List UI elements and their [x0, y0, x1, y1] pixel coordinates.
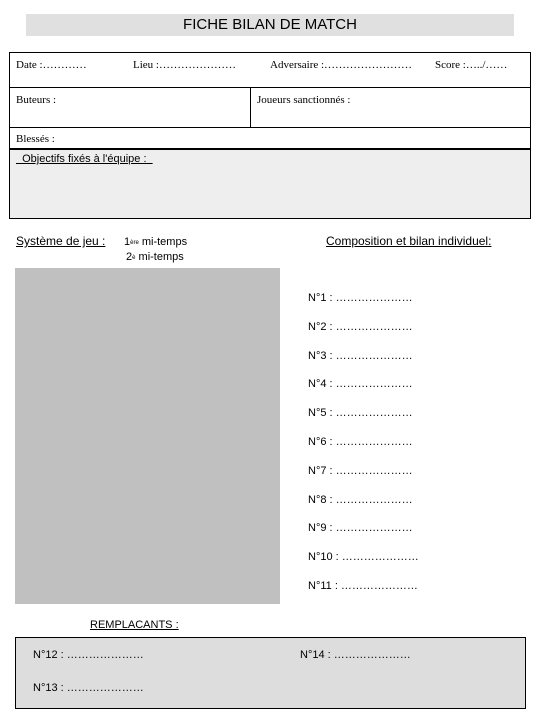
- player-8-line[interactable]: N°8 : …………………: [308, 493, 413, 506]
- buteurs-field[interactable]: Buteurs :: [16, 94, 57, 106]
- second-half-text: mi-temps: [135, 251, 184, 263]
- adversaire-field[interactable]: Adversaire :……………………: [270, 59, 413, 71]
- first-half-number: 1: [124, 236, 131, 248]
- remplacants-box: [15, 637, 526, 709]
- player-1-line[interactable]: N°1 : …………………: [308, 292, 413, 304]
- player-4-line[interactable]: N°4 : …………………: [308, 378, 413, 391]
- column-divider: [250, 88, 251, 127]
- player-list: [308, 284, 528, 601]
- second-half-label: [126, 251, 184, 263]
- player-3-line[interactable]: N°3 : …………………: [308, 349, 413, 362]
- lieu-field[interactable]: Lieu :…………………: [133, 59, 236, 71]
- player-2-line[interactable]: N°2 : …………………: [308, 320, 413, 333]
- match-details-row: [10, 53, 530, 88]
- page-title: FICHE BILAN DE MATCH: [26, 14, 514, 36]
- objectifs-label: Objectifs fixés à l'équipe :: [16, 153, 153, 165]
- first-half-label: [124, 236, 187, 248]
- joueurs-sanctionnes-field[interactable]: Joueurs sanctionnés :: [257, 94, 351, 106]
- match-info-box: [9, 52, 531, 219]
- first-half-suffix: ère: [130, 240, 139, 246]
- player-9-line[interactable]: N°9 : …………………: [308, 522, 413, 535]
- second-half-suffix: è: [132, 255, 136, 261]
- player-5-line[interactable]: N°5 : …………………: [308, 407, 413, 420]
- remplacants-heading: REMPLACANTS :: [90, 619, 179, 631]
- player-10-line[interactable]: N°10 : …………………: [308, 551, 419, 564]
- buteurs-sanctions-row: [10, 88, 530, 128]
- composition-heading: Composition et bilan individuel:: [326, 234, 492, 248]
- player-6-line[interactable]: N°6 : …………………: [308, 435, 413, 448]
- score-field[interactable]: Score :…../……: [435, 59, 508, 71]
- second-half-number: 2: [126, 251, 133, 263]
- systeme-de-jeu-heading: [16, 234, 105, 248]
- player-11-line[interactable]: N°11 : …………………: [308, 579, 418, 592]
- player-14-line[interactable]: N°14 : …………………: [300, 649, 411, 661]
- date-field[interactable]: Date :…………: [16, 59, 87, 71]
- first-half-text: mi-temps: [138, 236, 188, 248]
- player-7-line[interactable]: N°7 : …………………: [308, 464, 413, 477]
- player-13-line[interactable]: N°13 : …………………: [33, 682, 144, 694]
- systeme-de-jeu-label: Système de jeu :: [16, 234, 106, 248]
- blesses-row: [10, 128, 530, 150]
- formation-drawing-area[interactable]: [15, 268, 280, 604]
- blesses-field[interactable]: Blessés :: [16, 133, 55, 145]
- player-12-line[interactable]: N°12 : …………………: [33, 649, 144, 661]
- objectifs-box[interactable]: [10, 150, 530, 218]
